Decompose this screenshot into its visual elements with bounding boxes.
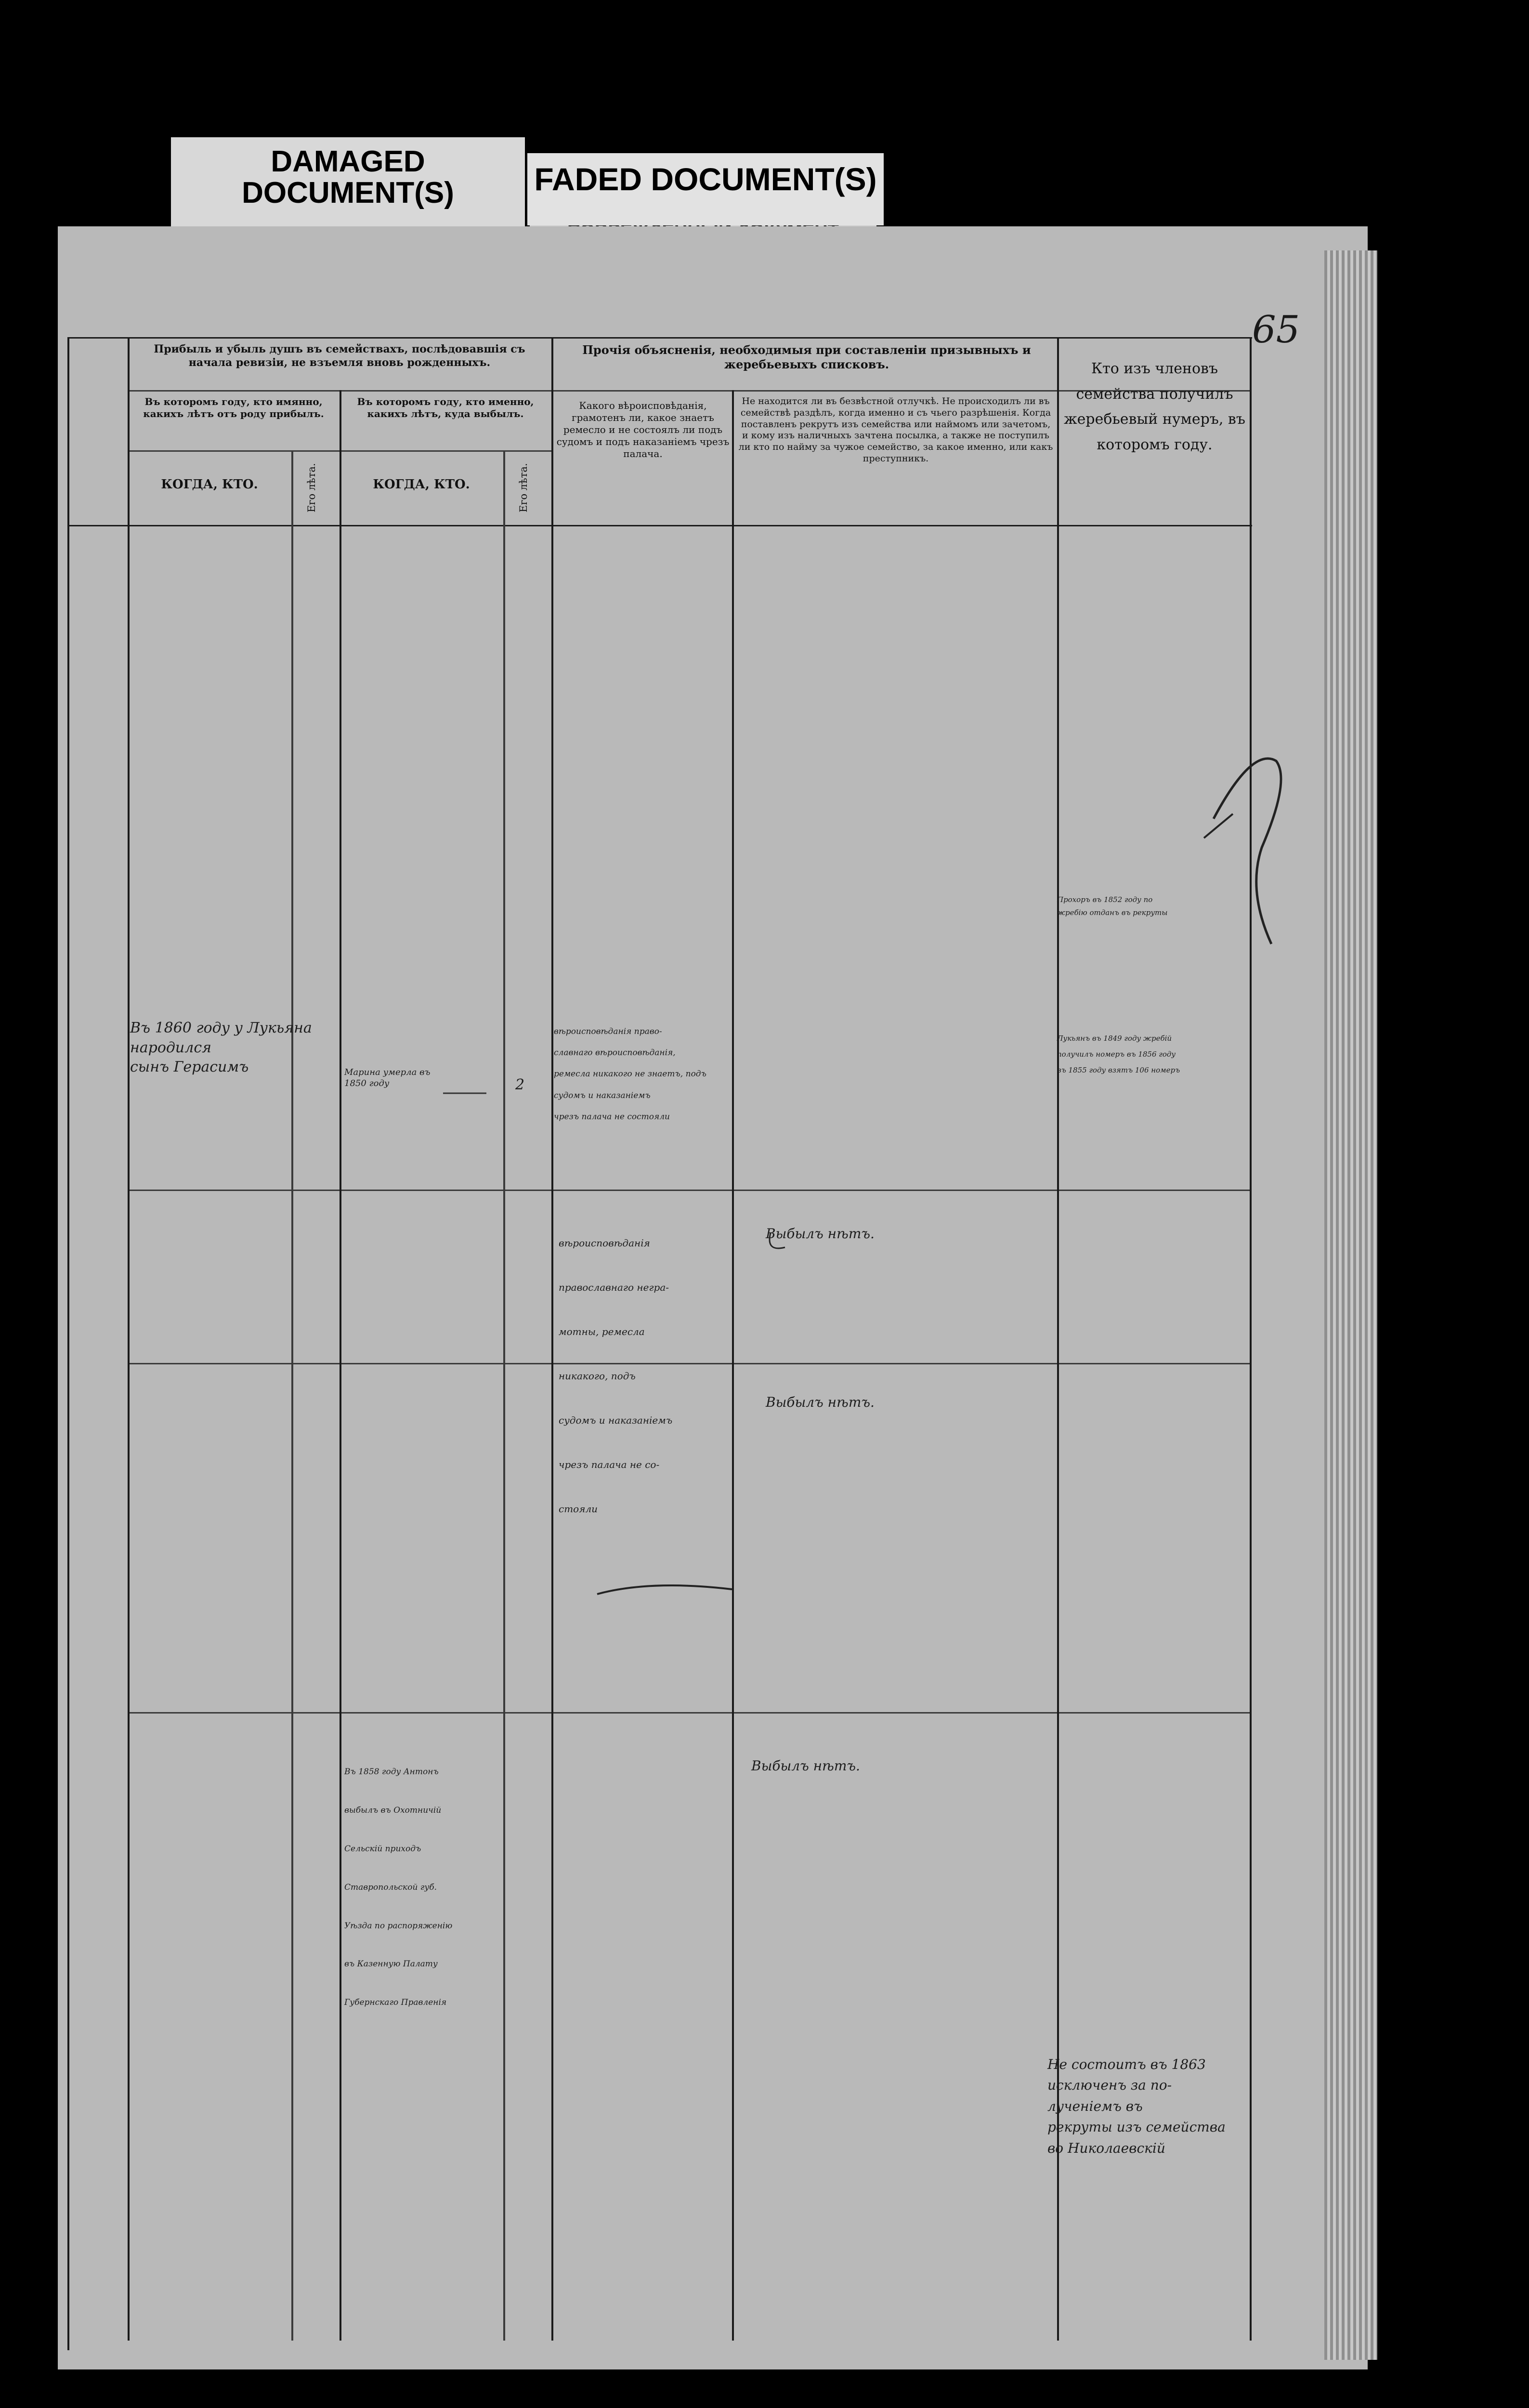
col-line-g <box>1057 337 1059 2341</box>
entry-lot-3-line: во Николаевскій <box>1047 2140 1165 2156</box>
entry-religion-2 <box>559 1221 672 1531</box>
entry-departed-1-line: 1850 году <box>344 1078 390 1089</box>
entry-religion-1-line: славнаго вѣроисповѣданія, <box>554 1048 676 1058</box>
ledger-page <box>58 226 1368 2369</box>
header-arrived: Въ которомъ году, кто имянно, какихъ лѣтъ отъ роду прибылъ. <box>143 396 324 419</box>
entry-departed-2-line: въ Казенную Палату <box>344 1959 438 1969</box>
entry-religion-1-line: судомъ и наказаніемъ <box>554 1090 651 1100</box>
entry-lot-2-line: въ 1855 году взятъ 106 номеръ <box>1057 1066 1180 1074</box>
entry-absence-1: Выбылъ нѣтъ. <box>766 1226 875 1242</box>
entry-lot-1 <box>1057 893 1167 919</box>
entry-lot-3-line: лученіемъ въ <box>1047 2098 1143 2114</box>
col-line-h <box>1250 337 1252 2341</box>
rule-row-2 <box>128 1363 1250 1364</box>
folio-number: 65 <box>1252 308 1300 352</box>
entry-absence-2: Выбылъ нѣтъ. <box>766 1394 875 1410</box>
entry-lot-3-line: рекруты изъ семейства <box>1047 2119 1226 2135</box>
rule-top <box>67 337 1252 339</box>
header-when-who-1: КОГДА, КТО. <box>161 477 258 492</box>
entry-departed-2 <box>344 1753 452 2022</box>
header-group-explanations: Прочія объясненія, необходимыя при составленіи призывныхъ и жеребьевыхъ списковъ. <box>582 343 1031 371</box>
entry-arrived-1-line: сынъ Герасимъ <box>130 1059 249 1075</box>
header-age-1: Его лѣта. <box>306 463 317 512</box>
page-edge-stack <box>1324 250 1377 2360</box>
col-line-a <box>128 337 130 2341</box>
entry-departed-1-line: Марина умерла въ <box>344 1067 431 1077</box>
faded-document-label: FADED DOCUMENT(S) <box>527 153 884 225</box>
entry-departed-2-line: Ставропольской губ. <box>344 1882 437 1892</box>
entry-religion-2-line: мотны, ремесла <box>559 1326 645 1337</box>
entry-lot-3-line: исключенъ за по- <box>1047 2077 1172 2094</box>
col-line-b <box>291 450 293 2341</box>
damaged-document-label: DAMAGED DOCUMENT(S) <box>171 137 525 234</box>
entry-arrived-1-line: Въ 1860 году у Лукьяна <box>130 1020 312 1036</box>
entry-religion-1-line: ремесла никакого не знаетъ, подъ <box>554 1069 706 1079</box>
entry-departed-2-line: Въ 1858 году Антонъ <box>344 1767 439 1777</box>
entry-lot-2 <box>1057 1031 1180 1078</box>
entry-religion-2-line: судомъ и наказаніемъ <box>559 1414 673 1426</box>
rule-header-bottom <box>67 525 1252 526</box>
entry-lot-2-line: Лукьянъ въ 1849 году жребій <box>1057 1034 1172 1043</box>
entry-departed-2-line: Уѣзда по распоряженію <box>344 1921 453 1931</box>
entry-departed-2-line: Губернскаго Правленія <box>344 1998 447 2008</box>
entry-religion-2-line: чрезъ палача не со- <box>559 1459 660 1470</box>
header-lot: Кто изъ членовъ семейства получилъ жеребьевый нумеръ, въ которомъ году. <box>1064 360 1245 453</box>
col-line-e <box>551 337 553 2341</box>
entry-religion-2-line: вѣроисповѣданія <box>559 1237 650 1249</box>
entry-absence-3: Выбылъ нѣтъ. <box>751 1758 860 1774</box>
entry-lot-1-line: жребію отданъ въ рекруты <box>1057 908 1168 917</box>
header-absence: Не находится ли въ безвѣстной отлучкѣ. Не происходилъ ли въ семействѣ раздѣлъ, когда именно и съ чьего разрѣшенія. Когда поставленъ рекрутъ изъ семейства или наймомъ или зачетомъ, и кому изъ наличныхъ зачтена посылка, а также не поступилъ ли кто по найму за чужое семейство, за какое именно, или какъ преступникъ. <box>738 396 1053 464</box>
entry-religion-2-line: православнаго негра- <box>559 1282 669 1293</box>
entry-religion-1-line: чрезъ палача не состояли <box>554 1112 670 1122</box>
col-margin <box>67 337 69 2350</box>
header-religion: Какого вѣроисповѣданія, грамотенъ ли, какое знаетъ ремесло и не состоялъ ли подъ судомъ и подъ наказаніемъ чрезъ палача. <box>556 400 730 459</box>
entry-lot-1-line: Прохоръ въ 1852 году по <box>1057 895 1153 904</box>
header-when-who-2: КОГДА, КТО. <box>373 477 470 492</box>
entry-age-1: 2 <box>515 1076 525 1093</box>
entry-religion-1-line: вѣроисповѣданія право- <box>554 1027 662 1036</box>
entry-lot-2-line: получилъ номеръ въ 1856 году <box>1057 1050 1176 1059</box>
entry-religion-1 <box>554 1021 706 1127</box>
rule-row-3 <box>128 1712 1250 1714</box>
col-line-f <box>732 390 734 2341</box>
header-group-movement: Прибыль и убыль душъ въ семействахъ, послѣдовавшія съ начала ревизіи, не взъемля вновь рожденныхъ. <box>154 343 525 369</box>
entry-arrived-1 <box>130 1019 312 1077</box>
entry-religion-2-line: стояли <box>559 1503 598 1515</box>
col-line-d <box>503 450 505 2341</box>
entry-religion-2-line: никакого, подъ <box>559 1370 636 1382</box>
entry-lot-3 <box>1047 2054 1226 2159</box>
entry-lot-3-line: Не состоитъ въ 1863 <box>1047 2056 1206 2072</box>
header-age-2: Его лѣта. <box>518 463 529 512</box>
col-line-c <box>340 390 341 2341</box>
header-departed: Въ которомъ году, кто именно, какихъ лѣтъ, куда выбылъ. <box>357 396 534 419</box>
entry-departed-2-line: выбылъ въ Охотничій <box>344 1805 442 1815</box>
rule-row-1 <box>128 1190 1250 1191</box>
entry-departed-1 <box>344 1067 431 1089</box>
entry-arrived-1-line: народился <box>130 1039 212 1056</box>
entry-departed-2-line: Сельскій приходъ <box>344 1844 421 1854</box>
